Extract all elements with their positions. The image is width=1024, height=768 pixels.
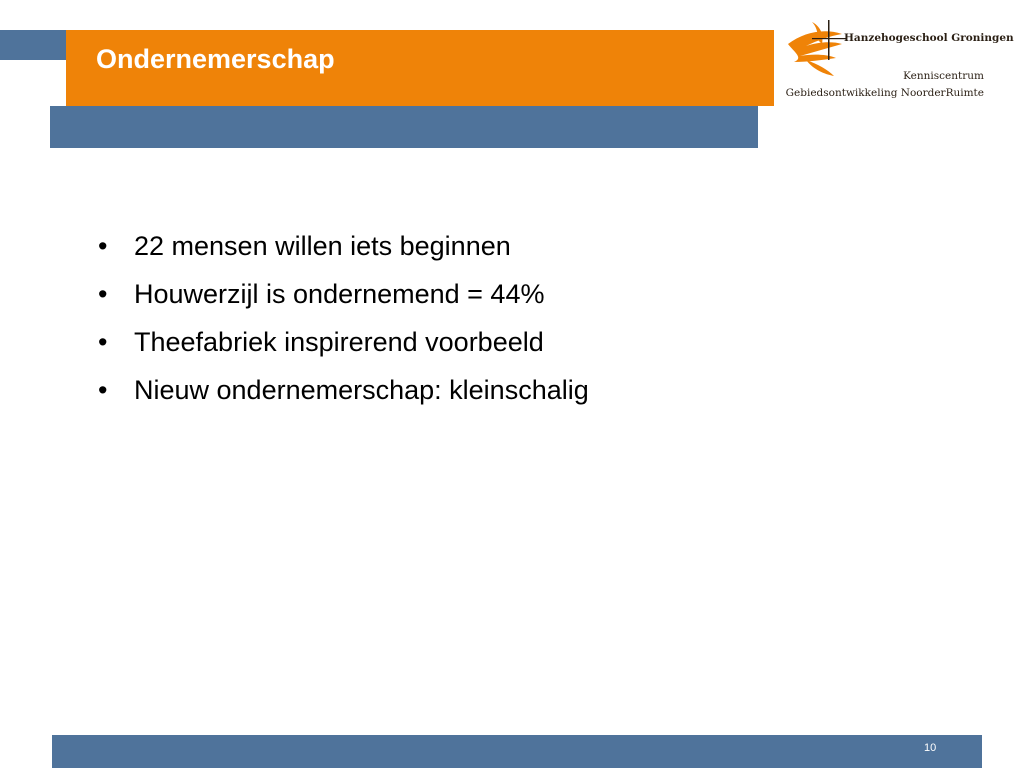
list-item — [96, 318, 589, 366]
bullet-icon: • — [98, 375, 108, 405]
header-blue-band — [50, 106, 758, 148]
bullet-text: Nieuw ondernemerschap: kleinschalig — [134, 375, 589, 405]
bullet-icon: • — [98, 327, 108, 357]
page-number: 10 — [924, 742, 937, 754]
slide-title: Ondernemerschap — [96, 44, 335, 74]
list-item — [96, 270, 589, 318]
list-item — [96, 222, 589, 270]
bullet-text: Theefabriek inspirerend voorbeeld — [134, 327, 544, 357]
bullet-text: 22 mensen willen iets beginnen — [134, 231, 511, 261]
bullet-list — [96, 222, 589, 414]
logo-subtitle-line2: Gebiedsontwikkeling NoorderRuimte — [785, 87, 984, 99]
bullet-icon: • — [98, 279, 108, 309]
logo-name: Hanzehogeschool Groningen — [844, 32, 1014, 44]
flame-wing-icon — [788, 22, 842, 76]
logo-subtitle-line1: Kenniscentrum — [903, 70, 984, 82]
header-white-gap — [0, 60, 50, 148]
bullet-text: Houwerzijl is ondernemend = 44% — [134, 279, 545, 309]
bullet-icon: • — [98, 231, 108, 261]
footer-bar — [52, 735, 982, 768]
list-item — [96, 366, 589, 414]
